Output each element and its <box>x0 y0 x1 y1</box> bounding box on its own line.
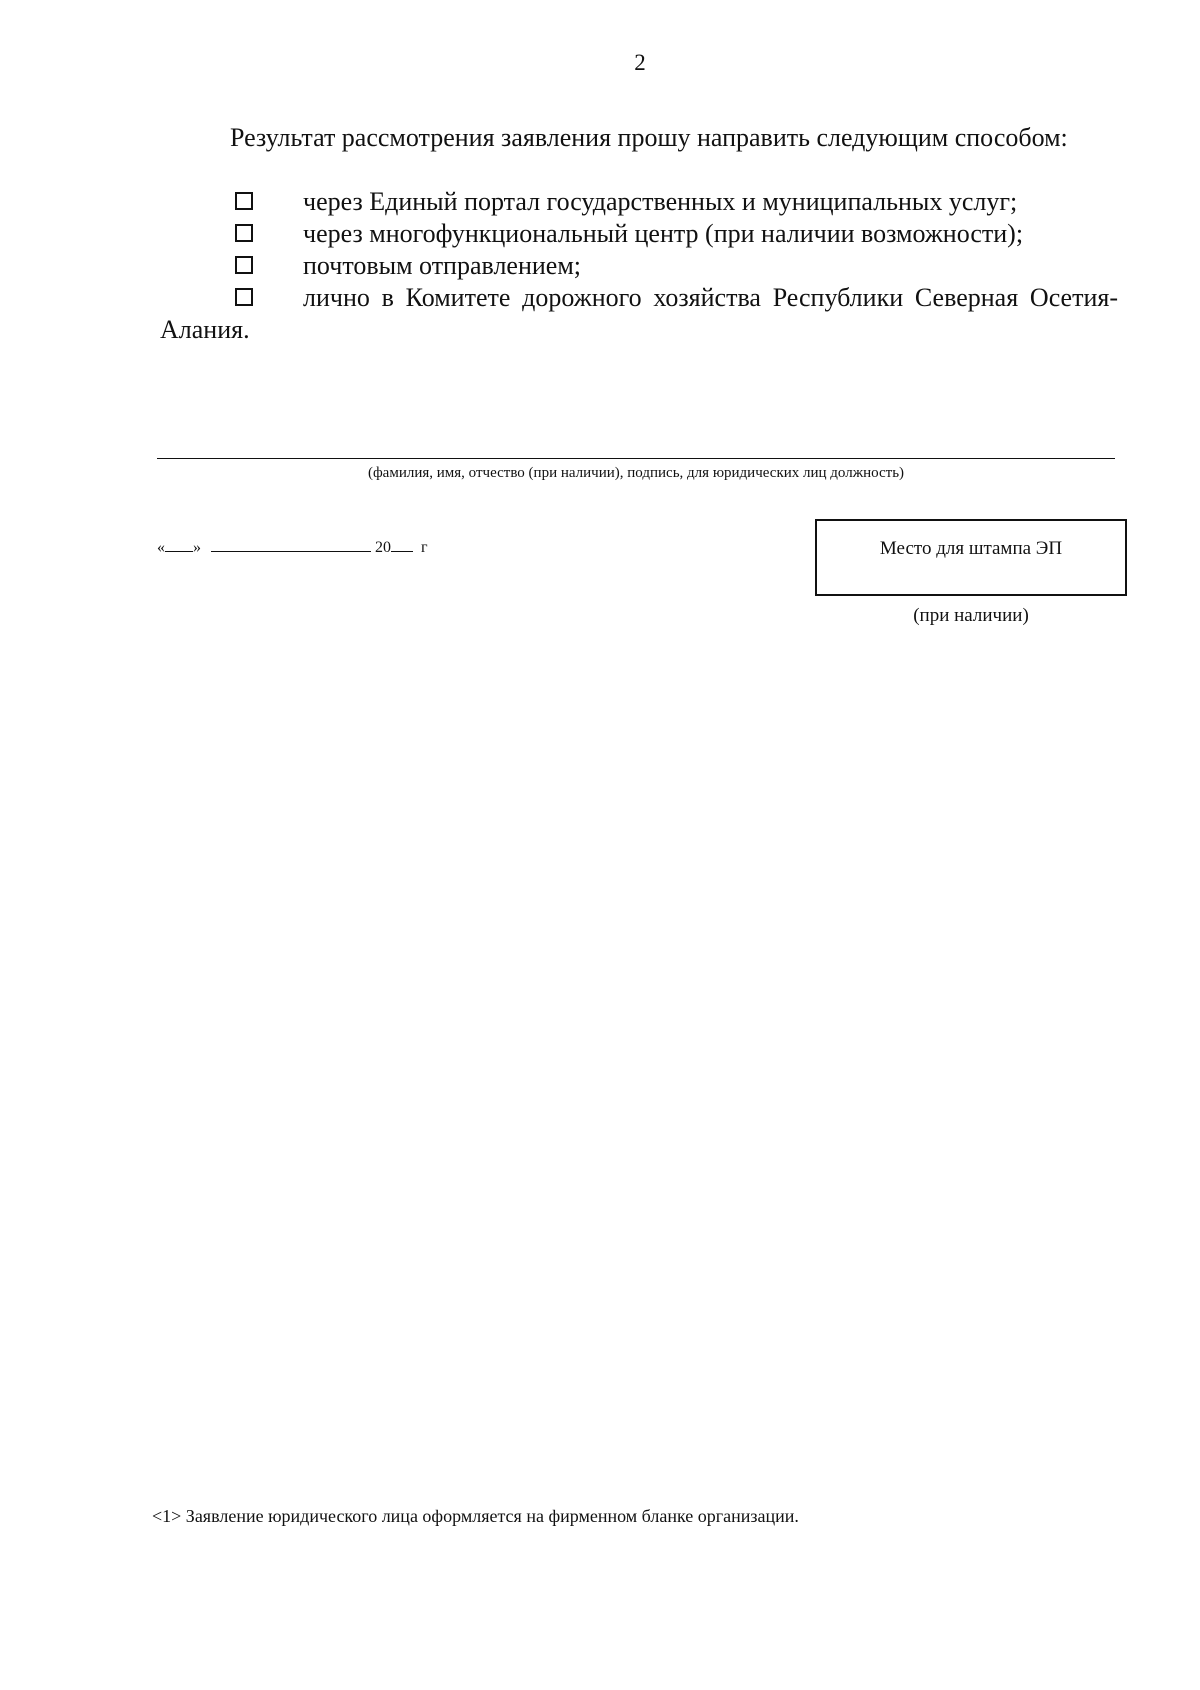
option-in-person[interactable] <box>160 282 1118 346</box>
stamp-note: (при наличии) <box>913 605 1029 626</box>
option-epgu[interactable] <box>160 186 1118 218</box>
stamp-label: Место для штампа ЭП <box>879 538 1063 559</box>
option-label: лично в Комитете дорожного хозяйства Республики Северная Осетия-Алания. <box>160 283 1118 344</box>
date-close-quote: » <box>193 539 201 556</box>
intro-paragraph: Результат рассмотрения заявления прошу направить следующим способом: <box>230 123 1068 152</box>
stamp-box <box>815 519 1127 596</box>
page-number: 2 <box>634 50 646 75</box>
checkbox-icon[interactable] <box>235 256 253 274</box>
option-label: через многофункциональный центр (при наличии возможности); <box>303 219 1024 248</box>
checkbox-icon[interactable] <box>235 192 253 210</box>
footnote: <1> Заявление юридического лица оформляется на фирменном бланке организации. <box>152 1506 799 1526</box>
signature-caption: (фамилия, имя, отчество (при наличии), подпись, для юридических лиц должность) <box>367 465 905 481</box>
date-open-quote: « <box>157 539 165 556</box>
day-blank[interactable] <box>165 537 193 552</box>
option-post[interactable] <box>160 250 1118 282</box>
year-suffix: г <box>421 539 428 556</box>
year-blank[interactable] <box>391 537 413 552</box>
checkbox-icon[interactable] <box>235 288 253 306</box>
year-prefix: 20 <box>375 539 391 556</box>
signature-line[interactable] <box>157 458 1115 459</box>
option-mfc[interactable] <box>160 218 1118 250</box>
date-field[interactable] <box>157 537 428 557</box>
delivery-options-list <box>160 186 1118 346</box>
month-blank[interactable] <box>211 537 371 552</box>
option-label: почтовым отправлением; <box>303 251 582 280</box>
checkbox-icon[interactable] <box>235 224 253 242</box>
option-label: через Единый портал государственных и муниципальных услуг; <box>303 187 1018 216</box>
